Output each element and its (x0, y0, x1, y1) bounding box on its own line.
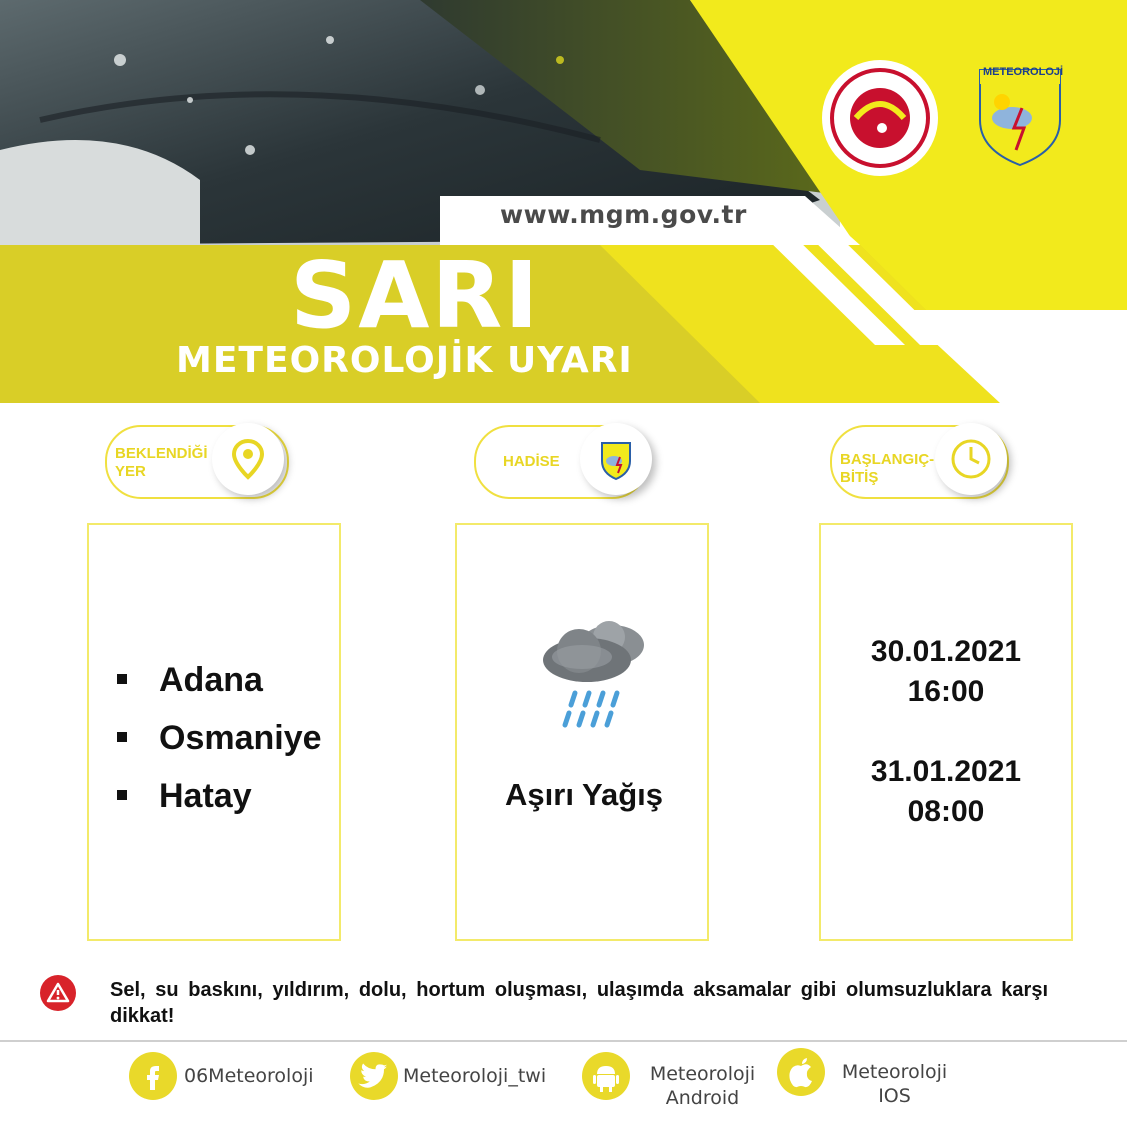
bullet (117, 674, 127, 684)
bullet (117, 732, 127, 742)
page-title: SARI (290, 242, 541, 349)
twitter-icon[interactable] (350, 1052, 398, 1100)
facebook-link[interactable]: 06Meteoroloji (184, 1065, 314, 1087)
logo-text: METEOROLOJİ (983, 66, 1064, 78)
end-date: 31.01.2021 (870, 755, 1022, 788)
twitter-link[interactable]: Meteoroloji_twi (403, 1065, 547, 1087)
ios-label-line2: IOS (878, 1085, 911, 1107)
warning-icon (40, 975, 76, 1011)
start-time: 16:00 (907, 675, 985, 708)
clock-icon (935, 423, 1007, 495)
android-icon[interactable] (582, 1052, 630, 1100)
header-banner (0, 0, 1127, 403)
event-box (455, 523, 709, 941)
location-pin-icon (212, 423, 284, 495)
location-item: Osmaniye (159, 719, 322, 757)
start-date: 30.01.2021 (870, 635, 1022, 668)
footer-divider (0, 1040, 1127, 1042)
warning-text: Sel, su baskını, yıldırım, dolu, hortum oluşması, ulaşımda aksamalar gibi olumsuzluklara karşı dikkat! (110, 979, 1048, 1027)
location-box (87, 523, 341, 941)
location-item: Hatay (159, 777, 252, 815)
period-box (819, 523, 1073, 941)
page-subtitle: METEOROLOJİK UYARI (176, 340, 633, 381)
rain-cloud-icon (537, 615, 662, 740)
ios-label-line1: Meteoroloji (841, 1061, 948, 1083)
android-label-line1: Meteoroloji (649, 1063, 756, 1085)
meteoroloji-badge-icon (580, 423, 652, 495)
facebook-icon[interactable] (129, 1052, 177, 1100)
apple-icon[interactable] (777, 1048, 825, 1096)
ios-link[interactable] (832, 1060, 957, 1108)
android-label-line2: Android (665, 1087, 740, 1109)
location-item: Adana (159, 661, 263, 699)
end-time: 08:00 (907, 795, 985, 828)
bullet (117, 790, 127, 800)
event-label: HADİSE (503, 453, 560, 470)
location-label: BEKLENDİĞİ YER (115, 445, 208, 480)
website-url[interactable]: www.mgm.gov.tr (500, 200, 747, 229)
event-name: Aşırı Yağış (505, 777, 663, 812)
period-label: BAŞLANGIÇ-BİTİŞ (840, 451, 935, 486)
android-link[interactable] (640, 1062, 765, 1110)
